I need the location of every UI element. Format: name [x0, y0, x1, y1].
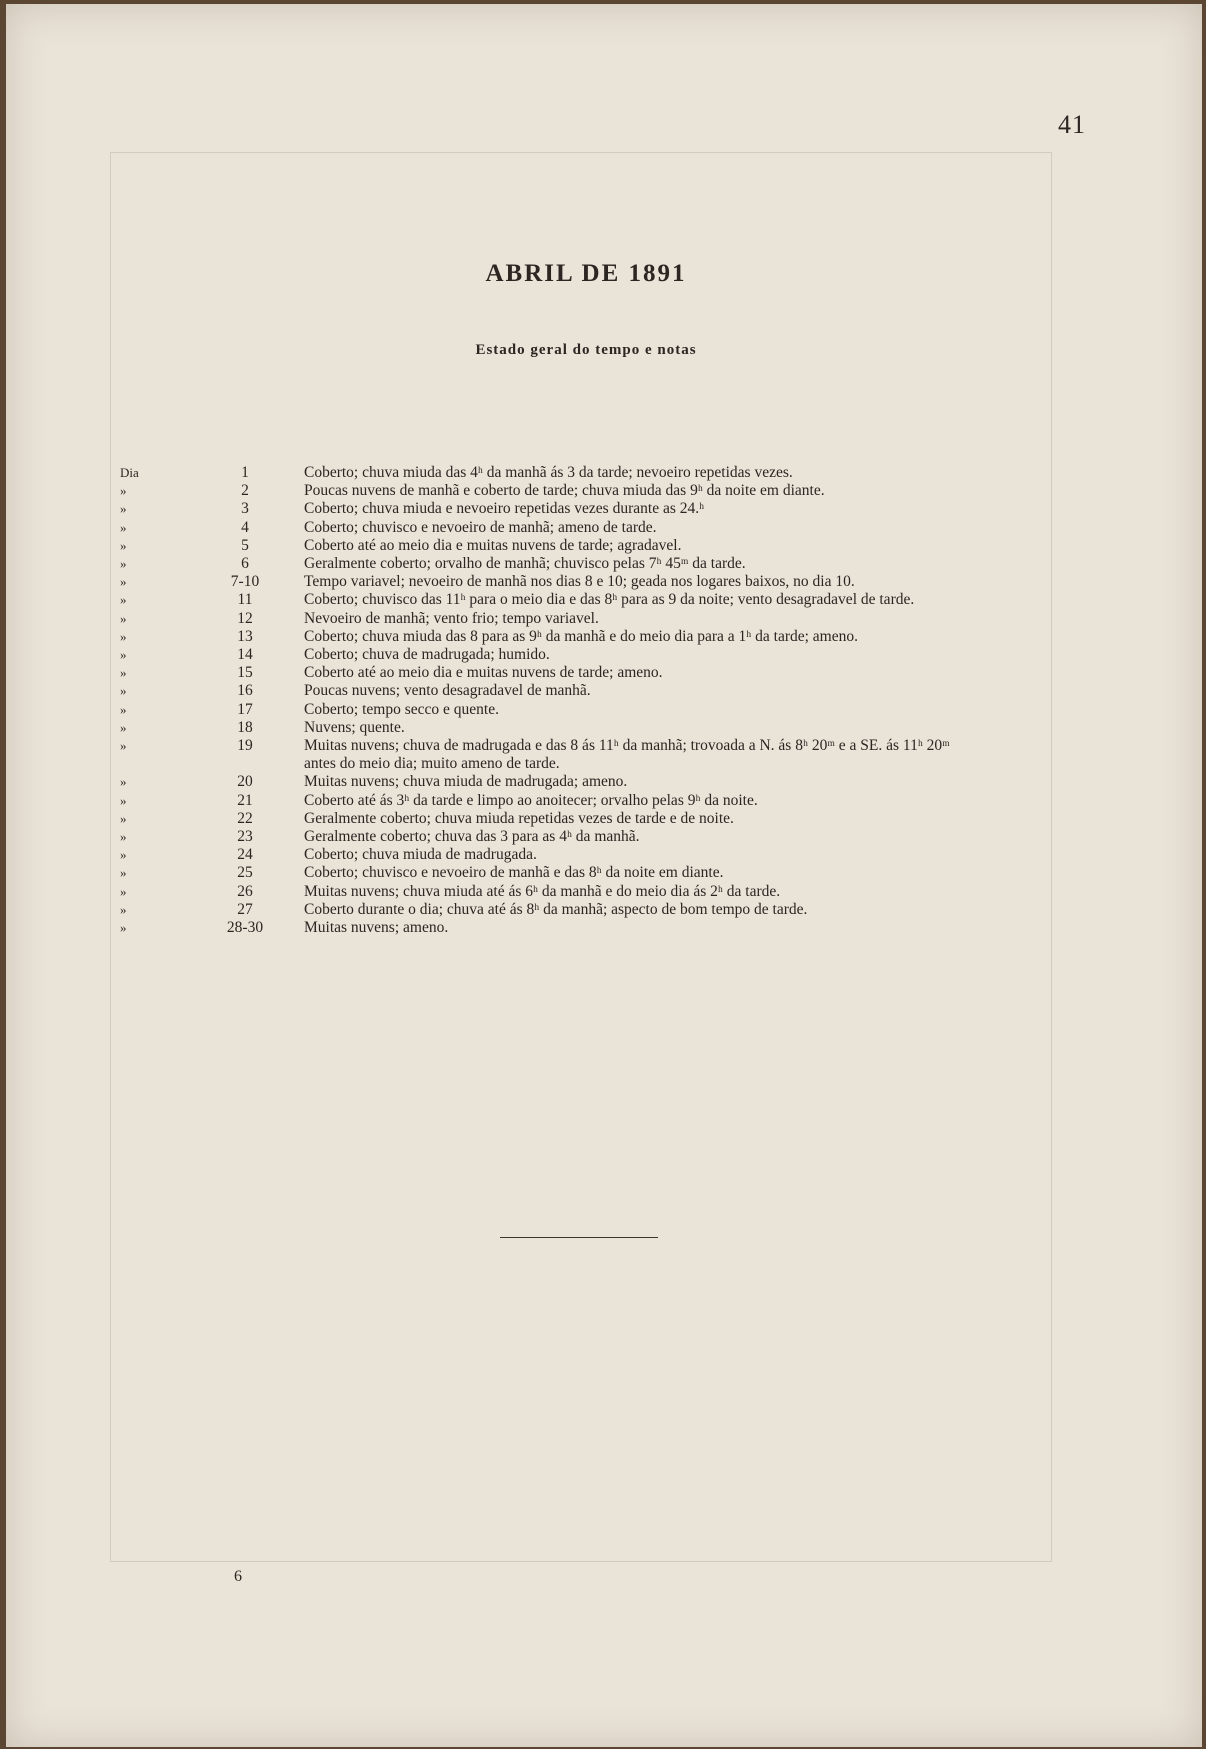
- entry-row: [106, 846, 1066, 864]
- entry-marker: »: [120, 592, 127, 608]
- entry-num: 25: [237, 864, 253, 882]
- entry-marker: »: [120, 701, 127, 717]
- entry-marker: »: [120, 719, 127, 735]
- entry-marker: »: [120, 556, 127, 572]
- entry-text: Nevoeiro de manhã; vento frio; tempo variavel.: [304, 609, 599, 627]
- entry-text: Coberto até ao meio dia e muitas nuvens de tarde; agradavel.: [304, 536, 682, 554]
- entry-row: [106, 864, 1066, 882]
- entry-marker: »: [120, 628, 127, 644]
- page-number: 41: [1058, 110, 1086, 139]
- entry-num: 1: [241, 464, 249, 481]
- entry-marker: »: [120, 683, 127, 699]
- entry-text: Coberto; chuva miuda das 8 para as 9ʰ da manhã e do meio dia para a 1ʰ da tarde; ameno.: [304, 627, 858, 645]
- entry-num: 26: [237, 882, 253, 900]
- entry-row: [106, 573, 1066, 591]
- entry-marker: »: [120, 920, 127, 936]
- entry-text: Poucas nuvens de manhã e coberto de tarde; chuva miuda das 9ʰ da noite em diante.: [304, 482, 825, 500]
- section-subtitle: Estado geral do tempo e notas: [475, 342, 697, 358]
- entry-text: Coberto; tempo secco e quente.: [304, 700, 499, 718]
- entry-marker: »: [120, 647, 127, 663]
- entry-text: Muitas nuvens; chuva miuda de madrugada; ameno.: [304, 773, 628, 791]
- entry-text: Muitas nuvens; chuva miuda até ás 6ʰ da manhã e do meio dia ás 2ʰ da tarde.: [304, 882, 781, 900]
- entry-row: [106, 810, 1066, 828]
- entry-marker: »: [120, 574, 127, 590]
- entry-text: Muitas nuvens; ameno.: [304, 919, 449, 937]
- entry-row: [106, 628, 1066, 646]
- entry-text: Coberto durante o dia; chuva até ás 8ʰ da manhã; aspecto de bom tempo de tarde.: [304, 900, 808, 918]
- entry-row: [106, 773, 1066, 791]
- entry-marker: »: [120, 847, 127, 863]
- entry-row: [106, 828, 1066, 846]
- entry-num: 18: [237, 718, 253, 736]
- entry-marker: »: [120, 483, 127, 499]
- entry-row: [106, 519, 1066, 537]
- entry-row: [106, 464, 1066, 482]
- entry-num: 27: [237, 900, 253, 918]
- entry-num: 4: [241, 518, 249, 536]
- entry-row: [106, 555, 1066, 573]
- entry-row: [106, 610, 1066, 628]
- page: [6, 4, 1202, 1747]
- entry-row: [106, 646, 1066, 664]
- entry-row: [106, 883, 1066, 901]
- entry-row: [106, 919, 1066, 937]
- entry-num: 5: [241, 536, 249, 554]
- entry-num: 16: [237, 682, 253, 700]
- entry-marker: »: [120, 901, 127, 917]
- signature-mark: 6: [234, 1568, 242, 1585]
- entry-num: 11: [237, 591, 253, 609]
- entry-text: Coberto até ás 3ʰ da tarde e limpo ao anoitecer; orvalho pelas 9ʰ da noite.: [304, 791, 758, 809]
- entry-text: Coberto até ao meio dia e muitas nuvens de tarde; ameno.: [304, 664, 663, 682]
- entry-text: Coberto; chuva de madrugada; humido.: [304, 646, 550, 664]
- entry-text: Coberto; chuvisco e nevoeiro de manhã; ameno de tarde.: [304, 518, 657, 536]
- entry-num: 13: [237, 627, 253, 645]
- entry-marker: »: [120, 883, 127, 899]
- entry-marker: »: [120, 792, 127, 808]
- entry-num: 15: [237, 664, 253, 682]
- entry-text: Geralmente coberto; chuva das 3 para as 4ʰ da manhã.: [304, 828, 640, 846]
- entry-row: [106, 664, 1066, 682]
- entry-row: [106, 537, 1066, 555]
- entry-num: 2: [241, 482, 249, 500]
- entry-text: Tempo variavel; nevoeiro de manhã nos dias 8 e 10; geada nos logares baixos, no dia 10.: [304, 573, 855, 591]
- entry-marker: »: [120, 738, 127, 754]
- entry-text: Coberto; chuvisco e nevoeiro de manhã e das 8ʰ da noite em diante.: [304, 864, 724, 882]
- entry-row: [106, 591, 1066, 609]
- entry-num: 14: [237, 646, 253, 664]
- entry-num: 17: [237, 700, 253, 718]
- entry-marker: »: [120, 537, 127, 553]
- entry-row: [106, 719, 1066, 737]
- entry-row: [106, 701, 1066, 719]
- entry-text: Coberto; chuva miuda das 4ʰ da manhã ás 3 da tarde; nevoeiro repetidas vezes.: [304, 464, 793, 481]
- entry-marker: »: [120, 501, 127, 517]
- entry-num: 6: [241, 555, 249, 573]
- entry-num: 7-10: [230, 573, 260, 591]
- entry-row: [106, 482, 1066, 500]
- entry-num: 24: [237, 846, 253, 864]
- entry-text: Coberto; chuva miuda e nevoeiro repetidas vezes durante as 24.ʰ: [304, 500, 705, 518]
- weather-entries-list: [106, 464, 1066, 937]
- entry-text: Nuvens; quente.: [304, 718, 405, 736]
- entry-marker: »: [120, 665, 127, 681]
- entry-text: Poucas nuvens; vento desagradavel de manhã.: [304, 682, 591, 700]
- entry-marker: »: [120, 865, 127, 881]
- entry-num: 21: [237, 791, 253, 809]
- entry-num: 22: [237, 809, 253, 827]
- entry-num: 19: [237, 737, 253, 755]
- closing-rule: [500, 1237, 658, 1238]
- entry-row: [106, 500, 1066, 518]
- entry-text: Coberto; chuva miuda de madrugada.: [304, 846, 537, 864]
- entry-num: 28-30: [226, 919, 264, 937]
- entry-row: [106, 682, 1066, 700]
- entry-text: Coberto; chuvisco das 11ʰ para o meio dia e das 8ʰ para as 9 da noite; vento desagradavel de tarde.: [304, 591, 915, 609]
- entry-row: [106, 737, 1066, 773]
- entry-num: 3: [241, 500, 249, 518]
- entry-num: 20: [237, 773, 253, 791]
- entry-row: [106, 901, 1066, 919]
- entry-num: 23: [237, 828, 253, 846]
- entry-marker: »: [120, 610, 127, 626]
- entry-text: Muitas nuvens; chuva de madrugada e das 8 ás 11ʰ da manhã; trovoada a N. ás 8ʰ 20ᵐ e a SE. ás 11ʰ 20ᵐ antes do meio dia; muito ameno de tarde.: [304, 737, 950, 773]
- page-title: ABRIL DE 1891: [485, 260, 687, 287]
- entry-text: Geralmente coberto; chuva miuda repetidas vezes de tarde e de noite.: [304, 809, 734, 827]
- entry-marker: »: [120, 774, 127, 790]
- entry-num: 12: [237, 609, 253, 627]
- entry-marker: »: [120, 519, 127, 535]
- entry-marker: »: [120, 829, 127, 845]
- entry-marker: »: [120, 810, 127, 826]
- entry-text: Geralmente coberto; orvalho de manhã; chuvisco pelas 7ʰ 45ᵐ da tarde.: [304, 555, 746, 573]
- entry-row: [106, 792, 1066, 810]
- entry-marker: Dia: [120, 465, 139, 480]
